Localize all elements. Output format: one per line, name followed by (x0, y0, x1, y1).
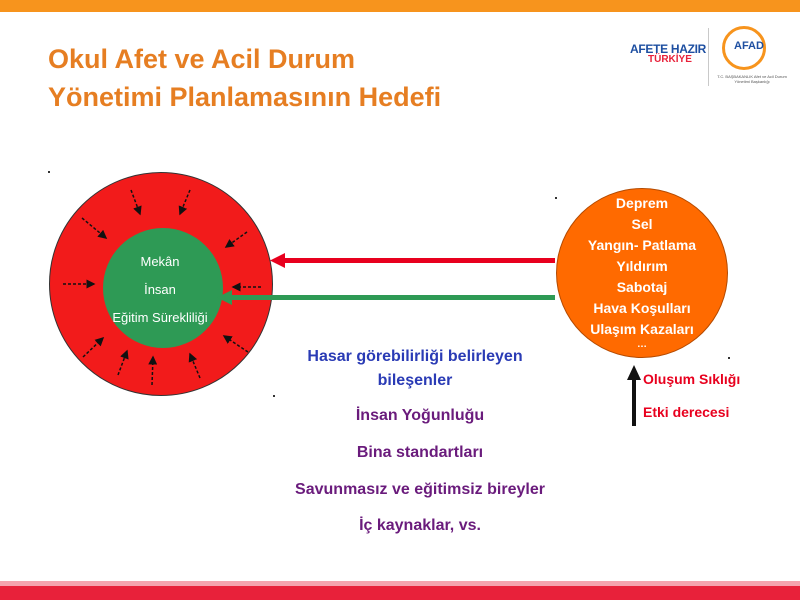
red-arrow-icon (270, 253, 555, 268)
center-item-egitim: Eğitim Sürekliliği (112, 310, 208, 325)
vulnerability-item: Bina standartları (356, 444, 484, 461)
hazard-item-deprem: Deprem (615, 195, 669, 211)
logo-afete-hazir: AFETE HAZIR (630, 42, 707, 56)
up-arrow-icon (627, 365, 641, 426)
hazard-item-yildirim: Yıldırım (616, 258, 668, 274)
hazard-item-ellipsis: … (637, 339, 647, 350)
hazard-item-ulasim: Ulaşım Kazaları (590, 321, 694, 337)
center-item-mekan: Mekân (140, 254, 180, 269)
green-arrow-icon (217, 290, 555, 305)
title-line-2: Yönetimi Planlamasının Hedefi (48, 82, 442, 112)
impact-label: Etki derecesi (643, 404, 730, 420)
logo-turkiye: TÜRKİYE (648, 54, 692, 65)
vulnerability-item: İnsan Yoğunluğu (355, 407, 485, 424)
vulnerability-heading-2: bileşenler (377, 372, 453, 389)
center-item-insan: İnsan (144, 282, 176, 297)
hazard-item-sel: Sel (631, 216, 653, 232)
vulnerability-item: Savunmasız ve eğitimsiz bireyler (295, 481, 545, 498)
hazard-item-yangin: Yangın- Patlama (587, 237, 697, 253)
logo-small-text: T.C. BAŞBAKANLIK Afet ve Acil Durum Yönetimi Başkanlığı (717, 74, 787, 84)
hazard-item-sabotaj: Sabotaj (616, 279, 668, 295)
bottom-accent-bar (0, 586, 800, 600)
vulnerability-heading-1: Hasar görebilirliği belirleyen (307, 348, 523, 365)
title-line-1: Okul Afet ve Acil Durum (48, 44, 356, 74)
hazard-item-hava: Hava Koşulları (593, 300, 691, 316)
frequency-label: Oluşum Sıklığı (643, 371, 741, 387)
vulnerability-item: İç kaynaklar, vs. (359, 517, 481, 534)
logo-afad: AFAD (734, 40, 764, 52)
